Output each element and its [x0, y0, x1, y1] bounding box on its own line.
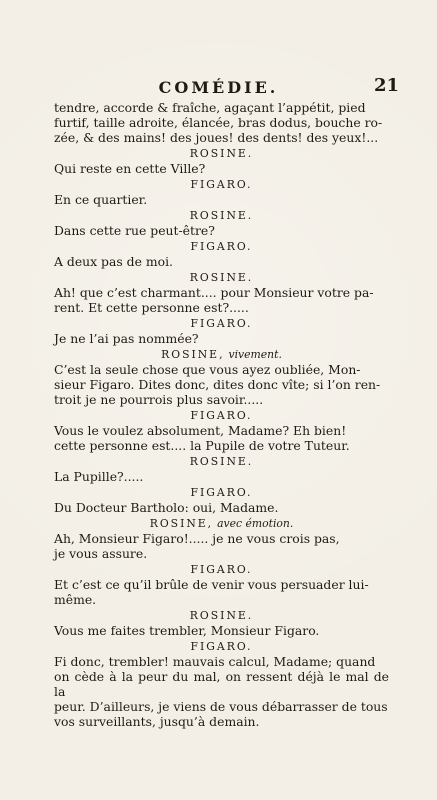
- text-line: Vous me faites trembler, Monsieur Figaro.: [54, 623, 320, 638]
- text-line: A deux pas de moi.: [54, 254, 173, 269]
- dialogue-block: [54, 270, 389, 315]
- speaker-name: [54, 239, 389, 254]
- text-line: peur. D’ailleurs, je viens de vous débarrasser de tous: [54, 699, 388, 714]
- speaker-label: ROSINE.: [189, 609, 254, 622]
- dialogue-block: [54, 177, 389, 207]
- dialogue-block: [54, 146, 389, 176]
- dialogue-block: [54, 347, 389, 407]
- text-line: zée, & des mains! des joues! des dents! des yeux!...: [54, 130, 379, 145]
- speaker-name: [54, 516, 389, 531]
- speaker-label: ROSINE.: [189, 455, 254, 468]
- text-line: Fi donc, trembler! mauvais calcul, Madame; quand: [54, 654, 376, 669]
- speaker-name: [54, 608, 389, 623]
- text-line: Dans cette rue peut-être?: [54, 223, 215, 238]
- speaker-name: [54, 485, 389, 500]
- dialogue-block: [54, 516, 389, 561]
- speaker-label: FIGARO.: [190, 640, 253, 653]
- speaker-name: [54, 177, 389, 192]
- text-line: rent. Et cette personne est?.....: [54, 300, 249, 315]
- dialogue-block: [54, 100, 389, 145]
- text-line: tendre, accorde & fraîche, agaçant l’appétit, pied: [54, 100, 366, 115]
- text-line: je vous assure.: [54, 546, 148, 561]
- dialogue-block: [54, 639, 389, 729]
- speaker-label: FIGARO.: [190, 178, 253, 191]
- speaker-label: ROSINE.: [189, 209, 254, 222]
- text-line: même.: [54, 592, 97, 607]
- speaker-label: ROSINE,: [149, 517, 214, 530]
- speaker-label: FIGARO.: [190, 240, 253, 253]
- dialogue-block: [54, 454, 389, 484]
- speaker-label: ROSINE.: [189, 271, 254, 284]
- speaker-name: [54, 562, 389, 577]
- speaker-name: [54, 639, 389, 654]
- text-line: C’est la seule chose que vous ayez oubliée, Mon-: [54, 362, 361, 377]
- speaker-name: [54, 146, 389, 161]
- dialogue-block: [54, 208, 389, 238]
- speaker-label: FIGARO.: [190, 486, 253, 499]
- text-line: La Pupille?.....: [54, 469, 144, 484]
- speaker-label: ROSINE.: [189, 147, 254, 160]
- page-header: [38, 75, 399, 98]
- speaker-name: [54, 454, 389, 469]
- text-line: on cède à la peur du mal, on ressent déjà le mal de la: [54, 669, 389, 699]
- page-number: 21: [373, 75, 399, 96]
- text-line: Qui reste en cette Ville?: [54, 161, 206, 176]
- dialogue-block: [54, 608, 389, 638]
- text-line: cette personne est.... la Pupile de votre Tuteur.: [54, 438, 350, 453]
- text-line: En ce quartier.: [54, 192, 148, 207]
- speaker-label: FIGARO.: [190, 409, 253, 422]
- speaker-name: [54, 270, 389, 285]
- text-line: troit je ne pourrois plus savoir.....: [54, 392, 264, 407]
- dialogue-block: [54, 485, 389, 515]
- dialogue-block: [54, 316, 389, 346]
- dialogue-block: [54, 562, 389, 607]
- dialogue-block: [54, 239, 389, 269]
- speaker-label: FIGARO.: [190, 563, 253, 576]
- running-title: COMÉDIE.: [158, 78, 279, 97]
- text-line: Du Docteur Bartholo: oui, Madame.: [54, 500, 279, 515]
- speaker-name: [54, 408, 389, 423]
- stage-direction: vivement.: [228, 348, 282, 361]
- speaker-label: ROSINE,: [161, 348, 225, 361]
- speaker-name: [54, 347, 389, 362]
- text-line: Ah, Monsieur Figaro!..... je ne vous crois pas,: [54, 531, 340, 546]
- speaker-name: [54, 208, 389, 223]
- speaker-name: [54, 316, 389, 331]
- text-line: furtif, taille adroite, élancée, bras dodus, bouche ro-: [54, 115, 383, 130]
- stage-direction: avec émotion.: [217, 517, 294, 530]
- text-line: Vous le voulez absolument, Madame? Eh bien!: [54, 423, 347, 438]
- text-line: Ah! que c’est charmant.... pour Monsieur votre pa-: [54, 285, 374, 300]
- dialogue-block: [54, 408, 389, 453]
- text-body: [54, 100, 389, 730]
- text-line: Je ne l’ai pas nommée?: [54, 331, 199, 346]
- speaker-label: FIGARO.: [190, 317, 253, 330]
- text-line: vos surveillants, jusqu’à demain.: [54, 714, 260, 729]
- text-line: Et c’est ce qu’il brûle de venir vous persuader lui-: [54, 577, 369, 592]
- text-line: sieur Figaro. Dites donc, dites donc vîte; si l’on ren-: [54, 377, 381, 392]
